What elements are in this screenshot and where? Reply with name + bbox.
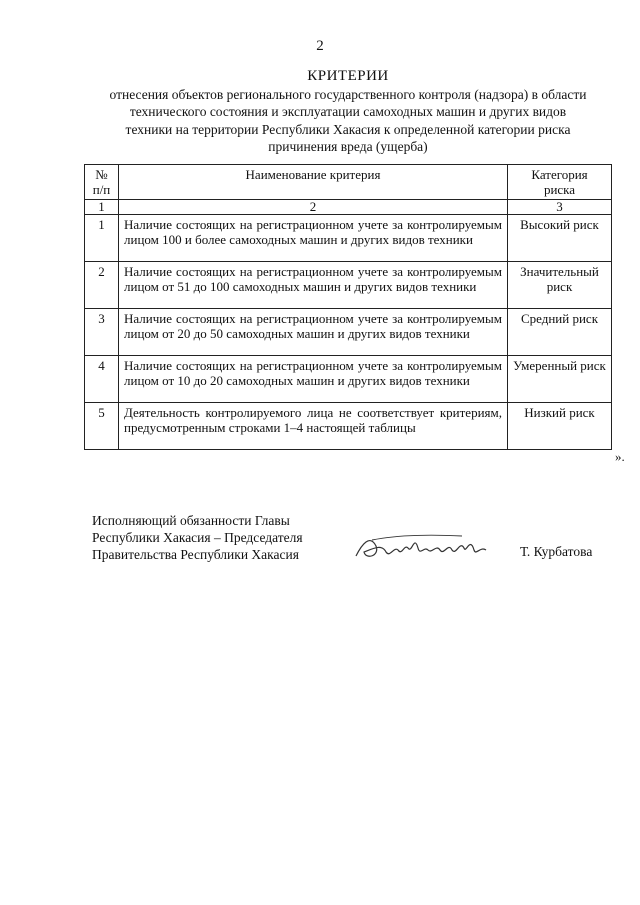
table-row xyxy=(85,215,612,262)
table-row xyxy=(85,403,612,450)
row-risk: Умеренный риск xyxy=(508,356,612,403)
signatory-title-line: Республики Хакасия – Председателя xyxy=(92,530,303,545)
signatory-title-line: Правительства Республики Хакасия xyxy=(92,547,299,562)
title-heading: КРИТЕРИИ xyxy=(307,68,389,84)
column-index: 3 xyxy=(508,200,612,215)
header-num-line: № xyxy=(95,167,108,182)
criteria-table xyxy=(84,164,612,450)
closing-quote: ». xyxy=(615,449,625,464)
row-criterion: Наличие состоящих на регистрационном учете за контролируемым лицом от 20 до 50 самоходных машин и других видов техники xyxy=(119,309,508,356)
signatory-title-line: Исполняющий обязанности Главы xyxy=(92,513,290,528)
signatory-title xyxy=(92,512,303,563)
column-index: 2 xyxy=(119,200,508,215)
row-num: 4 xyxy=(85,356,119,403)
title-line: технического состояния и эксплуатации самоходных машин и других видов xyxy=(129,104,567,119)
title-line: причинения вреда (ущерба) xyxy=(268,139,428,154)
row-criterion: Наличие состоящих на регистрационном учете за контролируемым лицом 100 и более самоходных машин и других видов техники xyxy=(119,215,508,262)
column-index-row xyxy=(85,200,612,215)
title-line: техники на территории Республики Хакасия к определенной категории риска xyxy=(125,121,571,137)
row-risk: Высокий риск xyxy=(508,215,612,262)
document-title xyxy=(88,68,608,156)
row-criterion: Деятельность контролируемого лица не соответствует критериям, предусмотренным строками 1–4 настоящей таблицы xyxy=(119,403,508,450)
table-header-row xyxy=(85,165,612,200)
row-num: 1 xyxy=(85,215,119,262)
column-index: 1 xyxy=(85,200,119,215)
row-criterion: Наличие состоящих на регистрационном учете за контролируемым лицом от 51 до 100 самоходных машин и других видов техники xyxy=(119,262,508,309)
page-number: 2 xyxy=(316,38,324,54)
table-row xyxy=(85,309,612,356)
table-row xyxy=(85,262,612,309)
handwritten-signature xyxy=(352,526,502,566)
header-risk xyxy=(508,165,612,200)
row-criterion: Наличие состоящих на регистрационном учете за контролируемым лицом от 10 до 20 самоходных машин и других видов техники xyxy=(119,356,508,403)
title-line: отнесения объектов регионального государственного контроля (надзора) в области xyxy=(109,86,587,102)
row-risk: Средний риск xyxy=(508,309,612,356)
header-risk-line: риска xyxy=(543,182,576,197)
signer-name: Т. Курбатова xyxy=(520,544,593,559)
header-num-line: п/п xyxy=(92,182,111,197)
header-name: Наименование критерия xyxy=(119,165,508,200)
row-num: 5 xyxy=(85,403,119,450)
header-num xyxy=(85,165,119,200)
table-row xyxy=(85,356,612,403)
row-num: 3 xyxy=(85,309,119,356)
row-risk: Значительный риск xyxy=(508,262,612,309)
row-num: 2 xyxy=(85,262,119,309)
row-risk: Низкий риск xyxy=(508,403,612,450)
header-risk-line: Категория xyxy=(531,167,588,182)
